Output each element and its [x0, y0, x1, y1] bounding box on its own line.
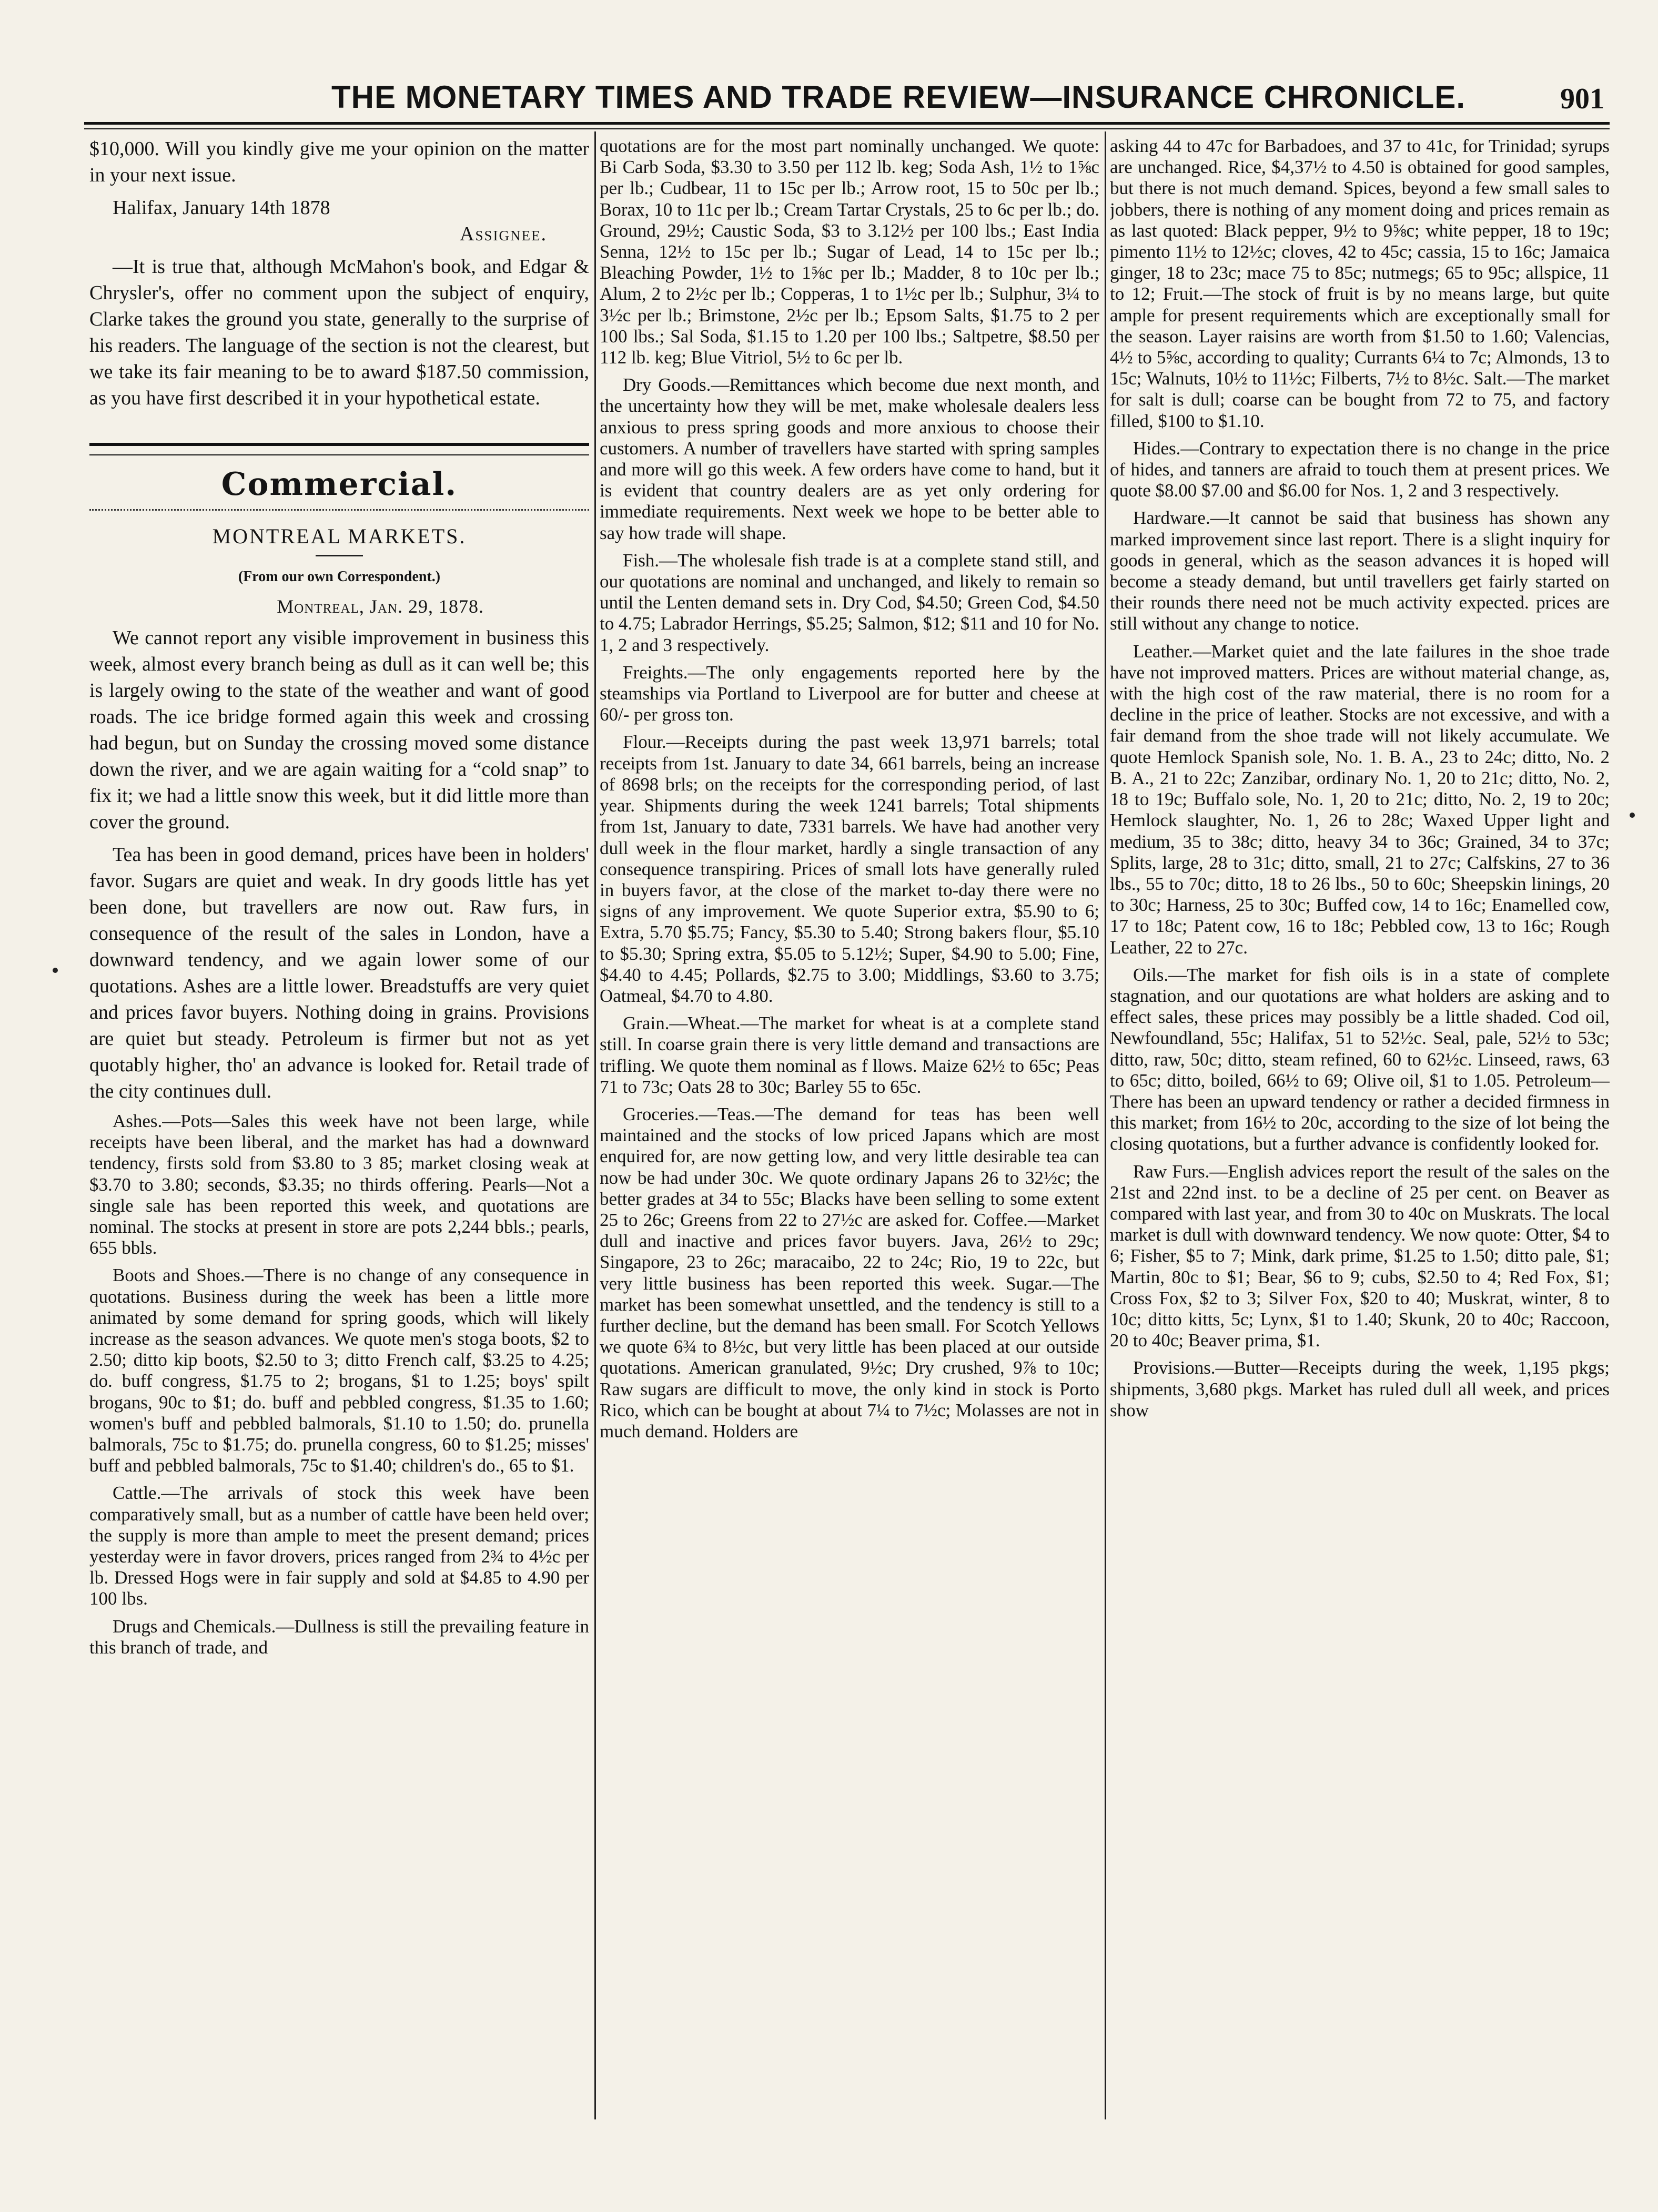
- dateline: Montreal, Jan. 29, 1878.: [277, 596, 484, 617]
- ornamental-rule: [89, 505, 589, 511]
- paragraph-grain: Grain.—Wheat.—The market for wheat is at a complete stand still. In coarse grain there is very little demand and transactions are trifling. We quote them nominal as f llows. Maize 62½ to 65c; Peas 71 to 73c; Oats 28 to 30c; Barley 55 to 65c.: [600, 1013, 1099, 1097]
- paragraph-freights: Freights.—The only engagements reported here by the steamships via Portland to Liverpool are for butter and cheese at 60/- per gross ton.: [600, 662, 1099, 725]
- paragraph-hides: Hides.—Contrary to expectation there is no change in the price of hides, and tanners are afraid to touch them at present prices. We quote $8.00 $7.00 and $6.00 for Nos. 1, 2 and 3 respectively.: [1110, 438, 1610, 501]
- section-divider: [89, 443, 589, 455]
- scan-speck: [1630, 813, 1635, 818]
- paragraph-oils: Oils.—The market for fish oils is in a state of complete stagnation, and our quotations are what holders are asking and to effect sales, these prices may possibly be a little shaded. Cod oil, Newfoundland, 55c; Halifax, 51 to 52½c. Seal, pale, 52½ to 53c; ditto, raw, 50c; ditto, steam refined, 60 to 62½c. Linseed, raws, 63 to 65c; ditto, boiled, 66½ to 69; Olive oil, $1 to 1.05. Petroleum—There has been an upward tendency or rather a decided firmness in this market; from 16½ to 20c, according to the size of lot being the closing quotations, but a further advance is confidently looked for.: [1110, 964, 1610, 1154]
- section-heading-commercial: Commercial.: [221, 466, 458, 503]
- column-divider-2: [1105, 131, 1106, 2119]
- paragraph-drugs-continued: quotations are for the most part nominally unchanged. We quote: Bi Carb Soda, $3.30 to 3.50 per 112 lb. keg; Soda Ash, 1½ to 1⅝c per lb.; Cudbear, 11 to 15c per lb.; Arrow root, 15 to 50c per lb.; Borax, 10 to 11c per lb.; Cream Tartar Crystals, 25 to 6c per lb.; do. Ground, 29½; Caustic Soda, $3 to 3.12½ per 100 lbs.; East India Senna, 12½ to 15c per lb.; Sugar of Lead, 14 to 15c per lb.; Bleaching Powder, 1½ to 1⅝c per lb.; Madder, 8 to 10c per lb.; Alum, 2 to 2½c per lb.; Copperas, 1 to 1½c per lb.; Sulphur, 3¼ to 3½c per lb.; Brimstone, 2½c per lb.; Epsom Salts, $1.75 to 2 per 100 lbs.; Sal Soda, $1.15 to 1.20 per 100 lbs.; Saltpetre, $8.50 per 112 lb. keg; Blue Vitriol, 5½ to 6c per lb.: [600, 136, 1099, 368]
- scan-speck: [53, 968, 58, 973]
- paragraph-drugs-and-chemicals: Drugs and Chemicals.—Dullness is still the prevailing feature in this branch of trade, and: [89, 1616, 589, 1658]
- header-rule-thin: [84, 128, 1610, 129]
- paragraph-intro-2: Tea has been in good demand, prices have been in holders' favor. Sugars are quiet and weak. In dry goods little has yet been done, but travellers are now out. Raw furs, in consequence of the result of the sales in London, have a downward tendency, and we again lower some of our quotations. Ashes are a little lower. Breadstuffs are very quiet and prices favor buyers. Nothing doing in grains. Provisions are quiet but steady. Petroleum is firmer but not as yet quotably higher, tho' an advance is looked for. Retail trade of the city continues dull.: [89, 844, 589, 1102]
- paragraph-cattle: Cattle.—The arrivals of stock this week have been comparatively small, but as a number of cattle have been held over; the supply is more than ample to meet the present demand; prices yesterday were in favor drovers, prices ranged from 2¾ to 4½c per lb. Dressed Hogs were in fair supply and sold at $4.85 to 4.90 per 100 lbs.: [89, 1483, 589, 1609]
- paragraph-flour: Flour.—Receipts during the past week 13,971 barrels; total receipts from 1st. January to date 34, 661 barrels, being an increase of 8698 brls; on the receipts for the corresponding period, of last year. Shipments during the week 1241 barrels; Total shipments from 1st, January to date, 7331 barrels. We have had another very dull week in the flour market, hardly a single transaction of any consequence transpiring. Prices of small lots have generally ruled in buyers favor, at the close of the market to-day there were no signs of any improvement. We quote Superior extra, $5.90 to 6; Extra, 5.70 $5.75; Fancy, $5.30 to 5.40; Strong bakers flour, $5.10 to $5.30; Spring extra, $5.05 to 5.12½; Super, $4.90 to 5.00; Fine, $4.40 to 4.45; Pollards, $2.75 to 3.00; Middlings, $3.60 to 3.75; Oatmeal, $4.70 to 4.80.: [600, 732, 1099, 1006]
- header-rule-thick: [84, 122, 1610, 125]
- paragraph-leather: Leather.—Market quiet and the late failures in the shoe trade have not improved matters. Prices are without material change, as, with the high cost of the raw material, there is no room for a decline in the price of leather. Stocks are not excessive, and with a fair demand from the shoe trade will not likely accumulate. We quote Hemlock Spanish sole, No. 1. B. A., 23 to 24c; ditto, No. 2 B. A., 21 to 22c; Zanzibar, ordinary No. 1, 20 to 21c; ditto, No. 2, 18 to 19c; Buffalo sole, No. 1, 20 to 21c; ditto, No. 2, 19 to 20c; Hemlock slaughter, No. 1, 26 to 28c; Waxed Upper light and medium, 35 to 38c; ditto, heavy 34 to 36c; Grained, 34 to 37c; Splits, large, 28 to 31c; ditto, small, 21 to 27c; Calfskins, 27 to 36 lbs., 55 to 70c; ditto, 18 to 26 lbs., 50 to 60c; Sheepskin linings, 20 to 30c; Harness, 25 to 30c; Buffed cow, 14 to 16c; Enamelled cow, 17 to 18c; Patent cow, 16 to 18c; Pebbled cow, 13 to 16c; Rough Leather, 22 to 27c.: [1110, 641, 1610, 958]
- paragraph-raw-furs: Raw Furs.—English advices report the result of the sales on the 21st and 22nd inst. to be a decline of 25 per cent. on Beaver as compared with last year, and from 30 to 40c on Muskrats. The local market is dull with downward tendency. We now quote: Otter, $4 to 6; Fisher, $5 to 7; Mink, dark prime, $1.25 to 1.50; ditto pale, $1; Martin, 80c to $1; Bear, $6 to 9; cubs, $2.50 to 4; Red Fox, $1; Cross Fox, $2 to 3; Silver Fox, $20 to 40; Muskrat, winter, 8 to 10c; ditto kitts, 5c; Lynx, $1 to 1.40; Skunk, 20 to 40c; Raccoon, 20 to 40c; Beaver prima, $1.: [1110, 1161, 1610, 1351]
- paragraph-intro-1: We cannot report any visible improvement in business this week, almost every branch being as dull as it can well be; this is largely owing to the state of the weather and want of good roads. The ice bridge formed again this week and crossing had begun, but on Sunday the crossing moved some distance down the river, and we are again waiting for a “cold snap” to fix it; we had a little snow this week, but it did little more than cover the ground.: [89, 627, 589, 833]
- correspondent-credit: (From our own Correspondent.): [238, 569, 441, 585]
- article-title: MONTREAL MARKETS.: [212, 524, 467, 548]
- letter-signature: Assignee.: [460, 223, 547, 245]
- paragraph-ashes: Ashes.—Pots—Sales this week have not been large, while receipts have been liberal, and the market has had a downward tendency, firsts sold from $3.80 to 3 85; market closing weak at $3.70 to 3.80; seconds, $3.35; no thirds offering. Pearls—Not a single sale has been reported this week, and quotations are nominal. The stocks at present in store are pots 2,244 bbls.; pearls, 655 bbls.: [89, 1111, 589, 1259]
- paragraph-dry-goods: Dry Goods.—Remittances which become due next month, and the uncertainty how they will be met, make wholesale dealers less anxious to press spring goods and more anxious to choose their customers. A number of travellers have started with spring samples and more will go this week. A few orders have come to hand, but it is evident that country dealers are as yet only ordering for immediate requirements. Next week we hope to be better able to say how trade will shape.: [600, 374, 1099, 543]
- paragraph-fish: Fish.—The wholesale fish trade is at a complete stand still, and our quotations are nominal and unchanged, and likely to remain so until the Lenten demand sets in. Dry Cod, $4.50; Green Cod, $4.50 to 4.75; Labrador Herrings, $5.25; Salmon, $12; $11 and 10 for No. 1, 2 and 3 respectively.: [600, 550, 1099, 655]
- paragraph-groceries: Groceries.—Teas.—The demand for teas has been well maintained and the stocks of low priced Japans which are most enquired for, are now getting low, and very little desirable tea can now be had under 30c. We quote ordinary Japans 26 to 32½c; the better grades at 34 to 55c; Blacks have been selling to some extent 25 to 26c; Greens from 22 to 27½c are asked for. Coffee.—Market dull and inactive and prices favor buyers. Java, 26½ to 29c; Singapore, 23 to 26c; maracaibo, 22 to 24c; Rio, 19 to 22c, but very little business has been reported this week. Sugar.—The market has been somewhat unsettled, and the tendency is still to a further decline, but the demand has been small. For Scotch Yellows we quote 6¾ to 8½c, but very little has been placed at our outside quotations. American granulated, 9½c; Dry crushed, 9⅞ to 10c; Raw sugars are difficult to move, the only kind in stock is Porto Rico, which can be bought at about 7¼ to 7½c; Molasses are not in much demand. Holders are: [600, 1103, 1099, 1442]
- column-3: [1110, 136, 1610, 2124]
- running-title: THE MONETARY TIMES AND TRADE REVIEW—INSURANCE CHRONICLE.: [331, 79, 1466, 115]
- letter-closing: $10,000. Will you kindly give me your opinion on the matter in your next issue.: [89, 138, 589, 186]
- paragraph-hardware: Hardware.—It cannot be said that business has shown any marked improvement since last report. There is a slight inquiry for goods in general, which as the season advances it is hoped will become a steady demand, but until travellers get fairly started on their rounds there need not be much activity expected. prices are still without any change to notice.: [1110, 508, 1610, 634]
- letter-place-date: Halifax, January 14th 1878: [113, 197, 330, 219]
- column-2: [600, 136, 1099, 2124]
- paragraph-provisions: Provisions.—Butter—Receipts during the week, 1,195 pkgs; shipments, 3,680 pkgs. Market has ruled dull all week, and prices show: [1110, 1357, 1610, 1420]
- editor-reply: —It is true that, although McMahon's book, and Edgar & Chrysler's, offer no comment upon the subject of enquiry, Clarke takes the ground you state, generally to the surprise of his readers. The language of the section is not the clearest, but we take its fair meaning to be to award $187.50 commission, as you have first described it in your hypothetical estate.: [89, 256, 589, 409]
- paragraph-boots-and-shoes: Boots and Shoes.—There is no change of any consequence in quotations. Business during the week has been a little more animated by some demand for spring goods, which will likely increase as the season advances. We quote men's stoga boots, $2 to 2.50; ditto kip boots, $2.50 to 3; ditto French calf, $3.25 to 4.25; do. buff congress, $1.75 to 2; brogans, $1 to 1.25; boys' spilt brogans, 90c to $1; do. buff and pebbled congress, $1.35 to 1.60; women's buff and pebbled balmorals, $1.10 to 1.50; do. prunella balmorals, 75c to $1.75; do. prunella congress, 60 to $1.25; misses' buff and pebbled balmorals, 75c to $1.40; children's do., 65 to $1.: [89, 1265, 589, 1476]
- paragraph-groceries-continued: asking 44 to 47c for Barbadoes, and 37 to 41c, for Trinidad; syrups are unchanged. Rice, $4,37½ to 4.50 is obtained for good samples, but there is not much demand. Spices, beyond a few small sales to jobbers, there is nothing of any moment doing and prices remain as as last quoted: Black pepper, 9½ to 9⅝c; white pepper, 18 to 19c; pimento 11½ to 12½c; cloves, 42 to 45c; cassia, 15 to 16c; Jamaica ginger, 18 to 23c; mace 75 to 85c; nutmegs; 65 to 95c; allspice, 11 to 12; Fruit.—The stock of fruit is by no means large, but quite ample for present requirements which are exceptionally small for the season. Layer raisins are worth from $1.50 to 1.60; Valencias, 4½ to 5⅝c, according to quality; Currants 6¼ to 7c; Almonds, 13 to 15c; Walnuts, 10½ to 11½c; Filberts, 7½ to 8½c. Salt.—The market for salt is dull; coarse can be bought from 72 to 75, and factory filled, $100 to $1.10.: [1110, 136, 1610, 431]
- short-rule: [316, 555, 363, 556]
- page-number: 901: [1560, 83, 1604, 115]
- column-divider-1: [594, 131, 596, 2119]
- page-header: [84, 79, 1604, 121]
- column-1: [89, 136, 589, 2124]
